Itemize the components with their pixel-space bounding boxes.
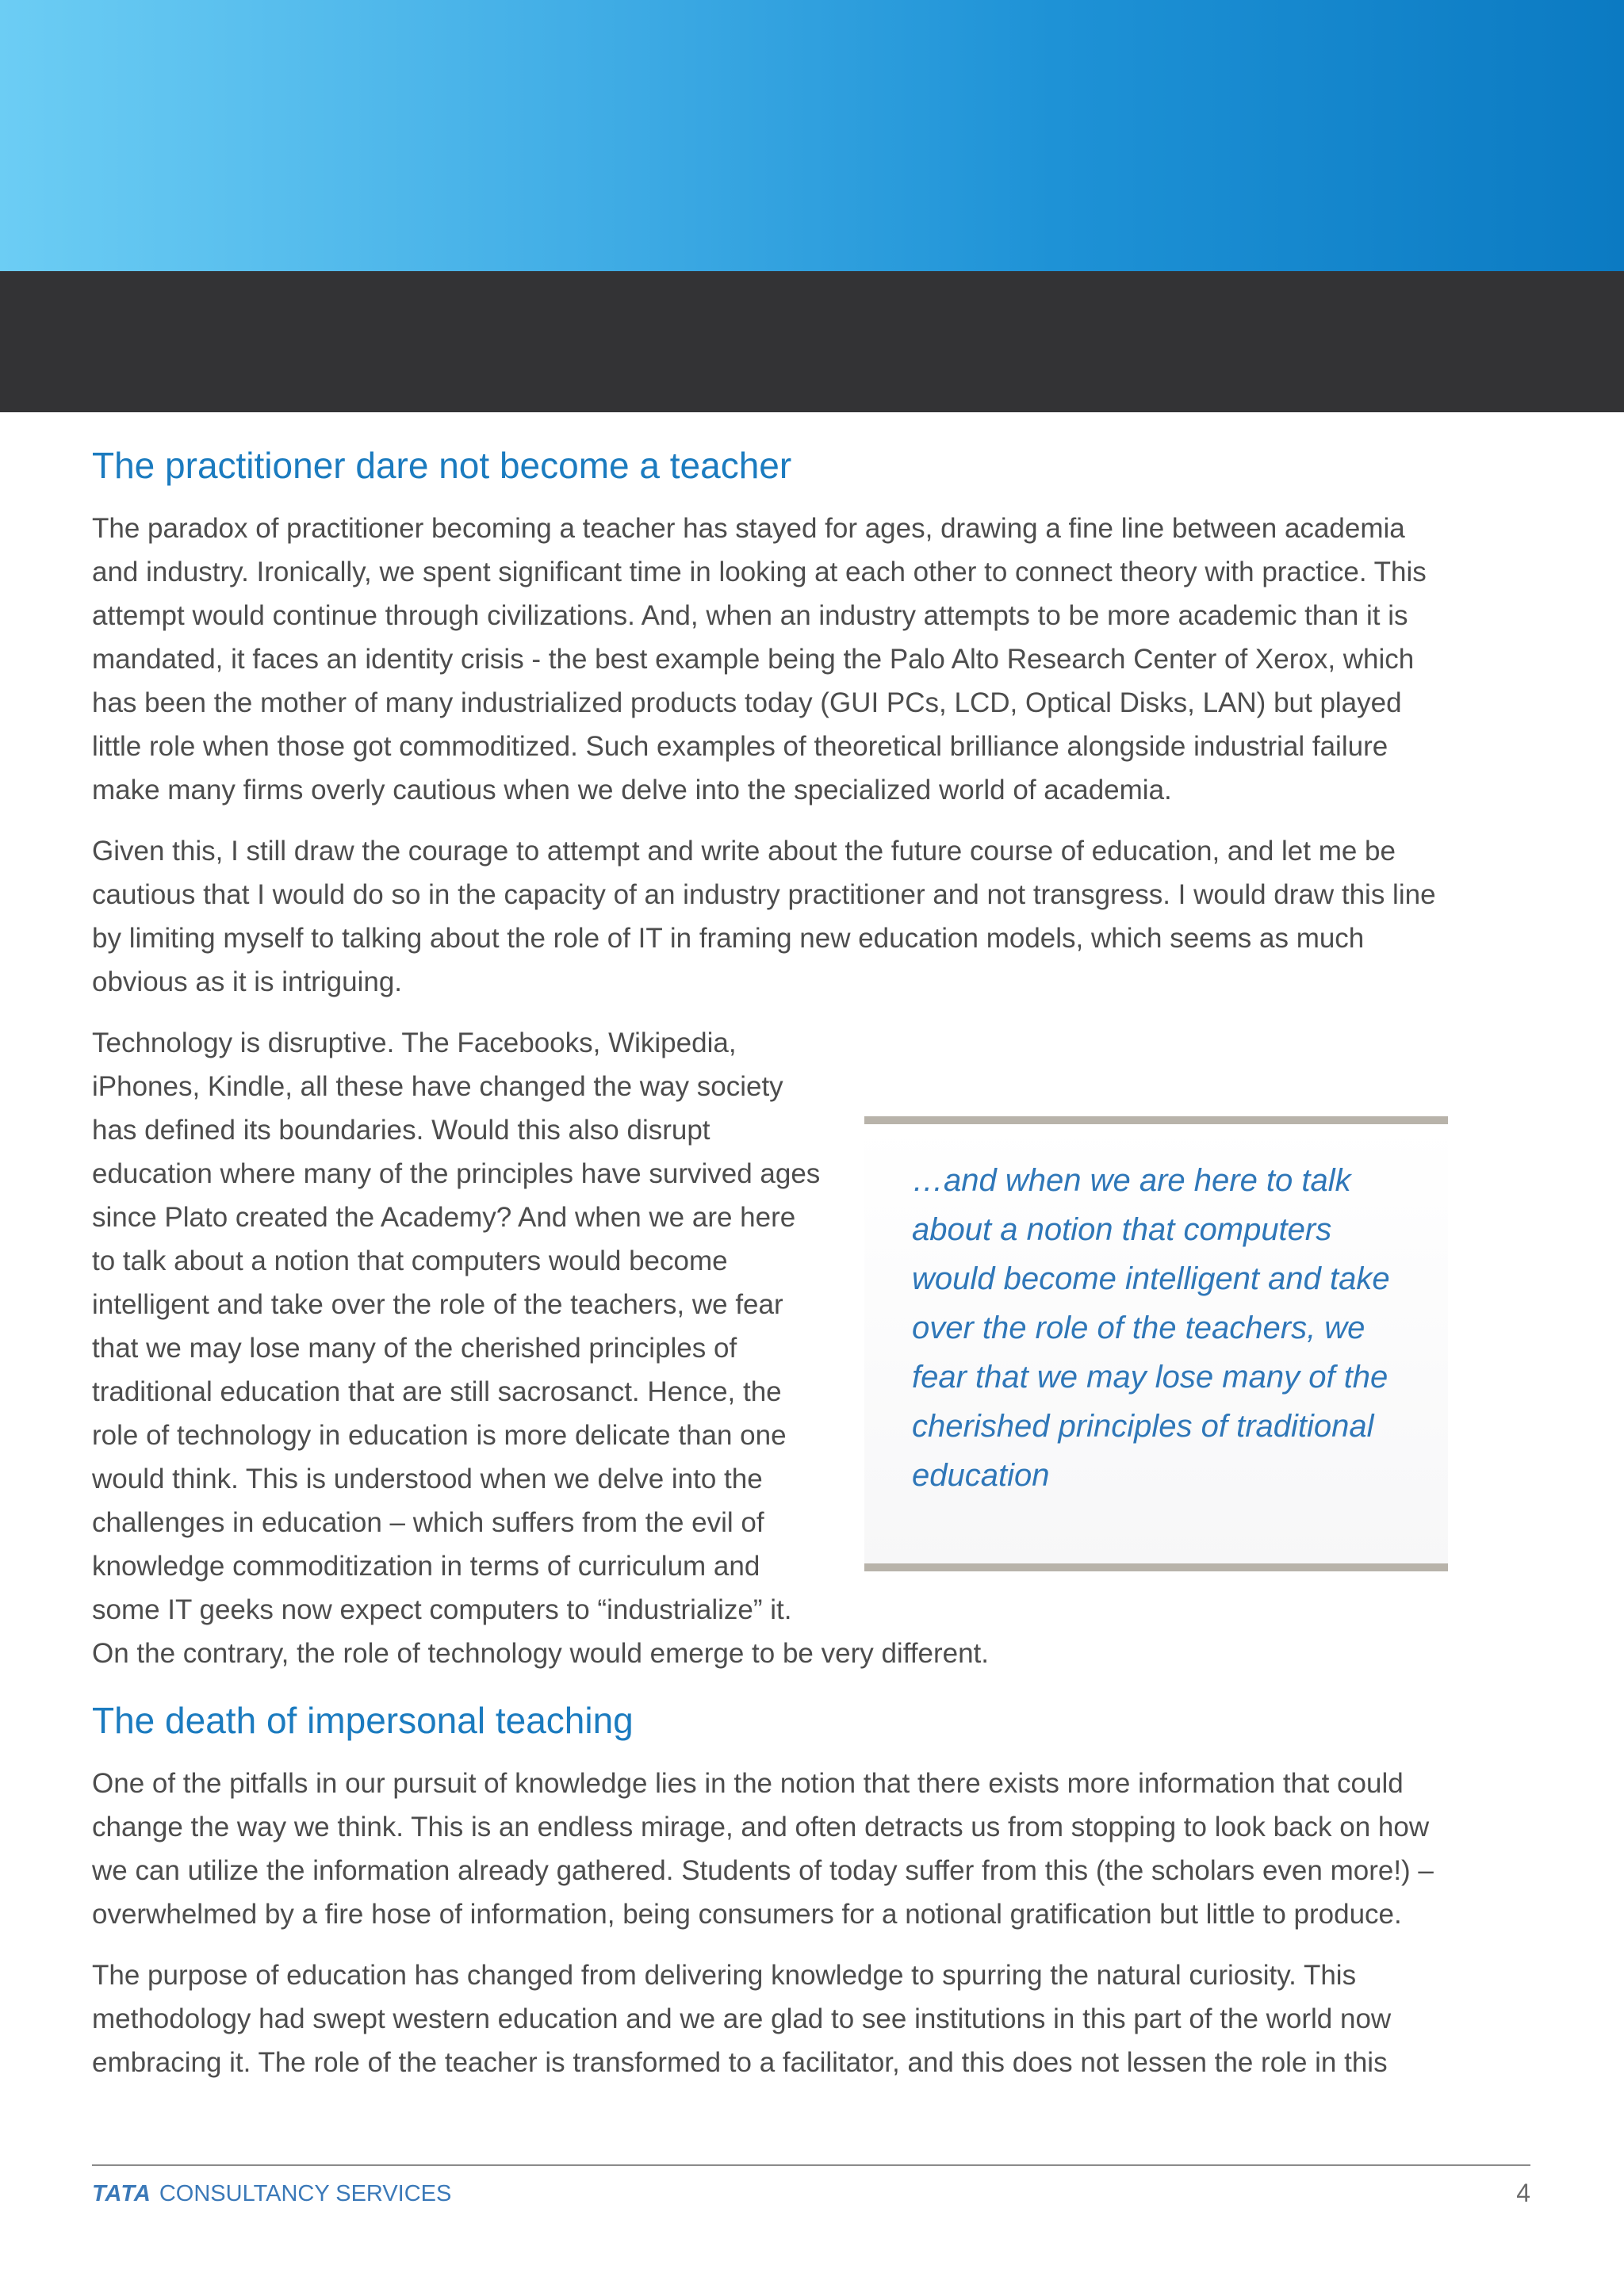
pull-quote (864, 1116, 1448, 1571)
paragraph: Given this, I still draw the courage to attempt and write about the future course of education, and let me be cautious that I would do so in the capacity of an industry practitioner and not transgress. I would draw this line by limiting myself to talking about the role of IT in framing new education models, which seems as much obvious as it is intriguing. (92, 836, 1436, 998)
footer-divider (92, 2164, 1530, 2166)
section-heading-practitioner: The practitioner dare not become a teacher (92, 445, 792, 486)
logo-text: CONSULTANCY SERVICES (159, 2181, 452, 2206)
header-dark-band (0, 271, 1624, 412)
pull-quote-text: …and when we are here to talk about a notion that computers would become intelligent and take over the role of the teachers, we fear that we may lose many of the cherished principles of traditional education (912, 1163, 1390, 1494)
article-body (92, 444, 1448, 2102)
page-number: 4 (1516, 2179, 1530, 2207)
paragraph: The purpose of education has changed from delivering knowledge to spurring the natural curiosity. This methodology had swept western education and we are glad to see institutions in this part of the world now embracing it. The role of the teacher is transformed to a facilitator, and this does not lessen the role in this (92, 1960, 1392, 2079)
header-gradient-banner (0, 0, 1624, 271)
tcs-logo (92, 2181, 451, 2207)
paragraph: Technology is disruptive. The Facebooks, Wikipedia, iPhones, Kindle, all these have changed the way society has defined its boundaries. Would this also disrupt education where many of the principles have survived ages since Plato created the Academy? And when we are here to talk about a notion that computers would become intelligent and take over the role of the teachers, we fear that we may lose many of the cherished principles of traditional education that are still sacrosanct. Hence, the role of technology in education is more delicate than one would think. This is understood when we delve into the challenges in education – which suffers from the evil of knowledge commoditization in terms of curriculum and some IT geeks now expect computers to “industrialize” it. On the contrary, the role of technology would emerge to be very different. (92, 1027, 990, 1670)
tata-wordmark: TATA (92, 2181, 151, 2206)
section-heading-impersonal-teaching: The death of impersonal teaching (92, 1700, 634, 1742)
paragraph: The paradox of practitioner becoming a teacher has stayed for ages, drawing a fine line between academia and industry. Ironically, we spent significant time in looking at each other to connect theory with practice. This attempt would continue through civilizations. And, when an industry attempts to be more academic than it is mandated, it faces an identity crisis - the best example being the Palo Alto Research Center of Xerox, which has been the mother of many industrialized products today (GUI PCs, LCD, Optical Disks, LAN) but played little role when those got commoditized. Such examples of theoretical brilliance alongside industrial failure make many firms overly cautious when we delve into the specialized world of academia. (92, 513, 1427, 806)
paragraph: One of the pitfalls in our pursuit of knowledge lies in the notion that there exists more information that could change the way we think. This is an endless mirage, and often detracts us from stopping to look back on how we can utilize the information already gathered. Students of today suffer from this (the scholars even more!) – overwhelmed by a fire hose of information, being consumers for a notional gratification but little to produce. (92, 1768, 1434, 1931)
